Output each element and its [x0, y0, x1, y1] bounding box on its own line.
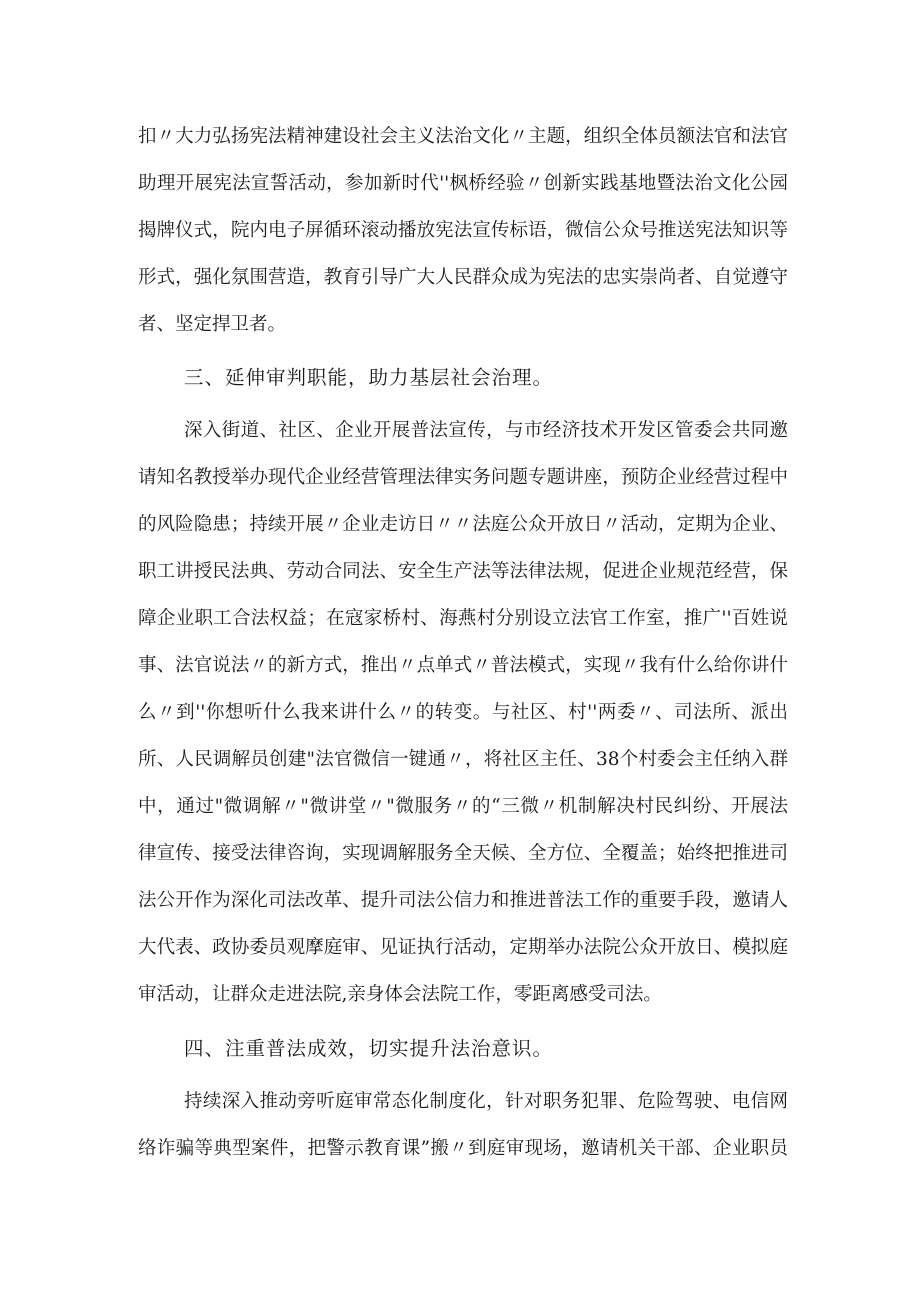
- text-line-17: 法公开作为深化司法改革、提升司法公信力和推进普法工作的重要手段，邀请人: [138, 890, 788, 911]
- text-line-13: 么〃到''你想听什么我来讲什么〃的转变。与社区、村''两委〃、司法所、派出: [138, 702, 788, 723]
- text-line-14: 所、人民调解员创建"法官微信一键通〃，将社区主任、38个村委会主任纳入群: [138, 749, 788, 770]
- text-line-8: 请知名教授举办现代企业经营管理法律实务问题专题讲座，预防企业经营过程中: [138, 467, 788, 488]
- text-line-15: 中，通过"微调解〃"微讲堂〃"微服务〃的“三微〃机制解决村民纠纷、开展法: [138, 796, 788, 817]
- text-line-22: 络诈骗等典型案件，把警示教育课”搬〃到庭审现场，邀请机关干部、企业职员: [138, 1138, 788, 1159]
- text-line-18: 大代表、政协委员观摩庭审、见证执行活动，定期举办法院公众开放日、模拟庭: [138, 937, 788, 958]
- section-heading-4: 四、注重普法成效，切实提升法治意识。: [184, 1037, 554, 1060]
- text-line-7: 深入街道、社区、企业开展普法宣传，与市经济技术开发区管委会共同邀: [184, 420, 788, 441]
- text-line-2: 助理开展宪法宣誓活动，参加新时代''枫桥经验〃创新实践基地暨法治文化公园: [138, 173, 788, 194]
- text-line-1: 扣〃大力弘扬宪法精神建设社会主义法治文化〃主题，组织全体员额法官和法官: [138, 126, 788, 147]
- text-line-9: 的风险隐患；持续开展〃企业走访日〃〃法庭公众开放日〃活动，定期为企业、: [138, 514, 788, 535]
- text-line-10: 职工讲授民法典、劳动合同法、安全生产法等法律法规，促进企业规范经营，保: [138, 561, 788, 582]
- text-line-16: 律宣传、接受法律咨询，实现调解服务全天候、全方位、全覆盖；始终把推进司: [138, 843, 788, 864]
- text-line-3: 揭牌仪式，院内电子屏循环滚动播放宪法宣传标语，微信公众号推送宪法知识等: [138, 220, 788, 241]
- text-line-5: 者、坚定捍卫者。: [138, 314, 287, 335]
- text-line-21: 持续深入推动旁听庭审常态化制度化，针对职务犯罪、危险驾驶、电信网: [184, 1091, 788, 1112]
- section-heading-3: 三、延伸审判职能，助力基层社会治理。: [184, 366, 554, 389]
- text-line-11: 障企业职工合法权益；在寇家桥村、海燕村分别设立法官工作室，推广''百姓说: [138, 608, 788, 629]
- text-line-4: 形式，强化氛围营造，教育引导广大人民群众成为宪法的忠实崇尚者、自觉遵守: [138, 267, 788, 288]
- text-line-19: 审活动，让群众走进法院,亲身体会法院工作，零距离感受司法。: [138, 984, 662, 1005]
- text-line-12: 事、法官说法〃的新方式，推出〃点单式〃普法模式，实现〃我有什么给你讲什: [138, 655, 788, 676]
